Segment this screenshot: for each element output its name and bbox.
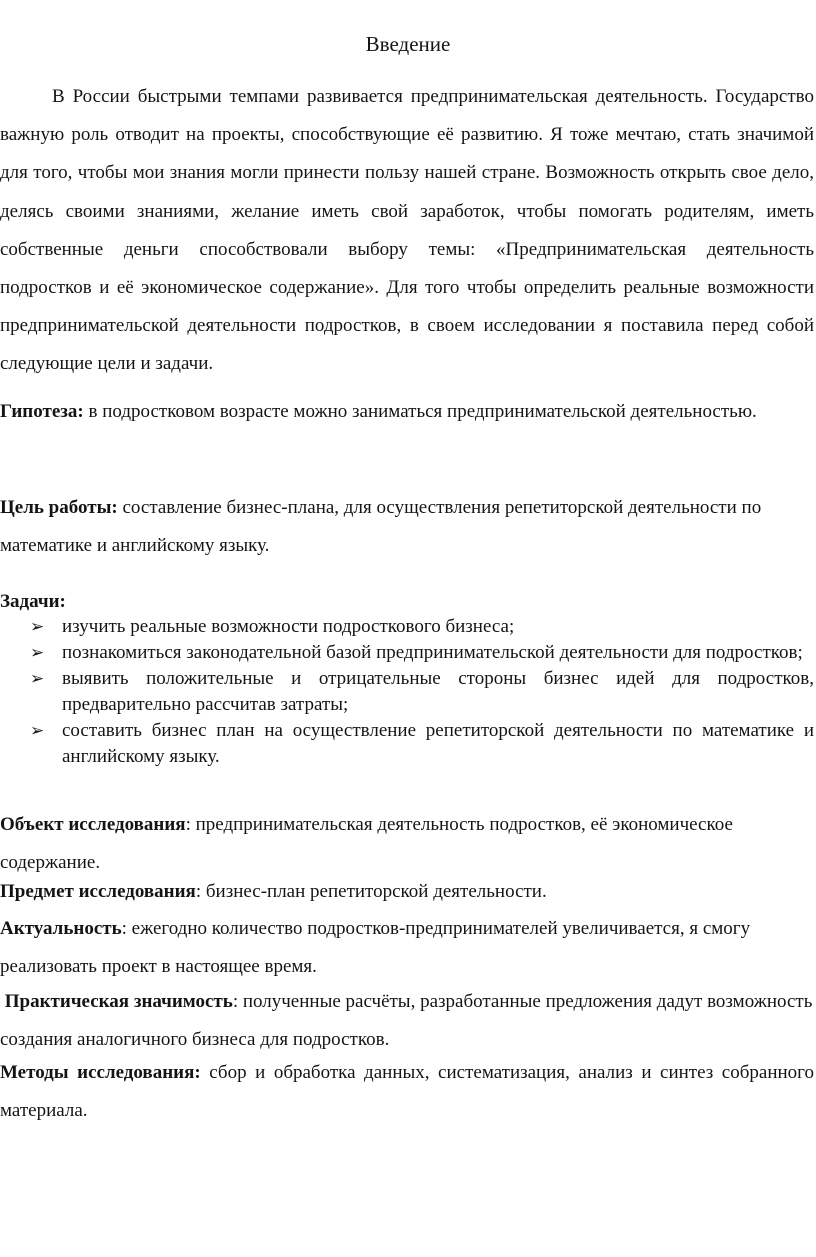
arrow-bullet-icon: ➢ [30,643,45,663]
methods-paragraph [0,1054,814,1130]
list-item [0,614,814,640]
subject-label: Предмет исследования [0,881,196,902]
arrow-bullet-icon: ➢ [30,617,45,637]
page-title: Введение [365,32,451,56]
methods-text: сбор и обработка данных, систематизация, анализ и синтез собранного материала. [0,1062,814,1121]
goal-paragraph [0,489,814,565]
task-text: изучить реальные возможности подросткового бизнеса; [62,616,515,637]
arrow-bullet-icon: ➢ [30,721,45,741]
list-item [0,640,814,666]
object-text: : предпринимательская деятельность подростков, её экономическое содержание. [0,814,733,873]
relevance-paragraph [0,910,814,986]
significance-paragraph [0,983,814,1059]
relevance-text: : ежегодно количество подростков-предпринимателей увеличивается, я смогу реализовать проект в настоящее время. [0,918,751,977]
arrow-bullet-icon: ➢ [30,669,45,689]
tasks-list [0,614,814,770]
relevance-label: Актуальность [0,918,122,939]
object-label: Объект исследования [0,814,186,835]
intro-paragraph: В России быстрыми темпами развивается предпринимательская деятельность. Государство важную роль отводит на проекты, способствующие её развитию. Я тоже мечтаю, стать значимой для того, чтобы мои знания могли принести пользу нашей стране. Возможность открыть свое дело, делясь своими знаниями, желание иметь свой заработок, чтобы помогать родителям, иметь собственные деньги способствовали выбору темы: «Предпринимательская деятельность подростков и её экономическое содержание». Для того чтобы определить реальные возможности предпринимательской деятельности подростков, в своем исследовании я поставила перед собой следующие цели и задачи. [0,86,814,375]
significance-label: Практическая значимость [4,991,233,1012]
methods-label: Методы исследования: [0,1062,201,1083]
task-text: познакомиться законодательной базой предпринимательской деятельности для подростков; [62,642,803,663]
goal-text: составление бизнес-плана, для осуществления репетиторской деятельности по математике и английскому языку. [0,497,762,556]
task-text: выявить положительные и отрицательные стороны бизнес идей для подростков, предварительно рассчитав затраты; [62,668,814,715]
list-item [0,666,814,718]
object-paragraph [0,806,814,882]
subject-text: : бизнес-план репетиторской деятельности. [195,881,547,902]
significance-text: : полученные расчёты, разработанные предложения дадут возможность создания аналогичного бизнеса для подростков. [0,991,813,1050]
subject-paragraph [0,873,814,911]
hypothesis-paragraph [0,393,814,431]
hypothesis-text: в подростковом возрасте можно заниматься предпринимательской деятельностью. [83,401,757,422]
tasks-heading: Задачи: [0,591,66,612]
task-text: составить бизнес план на осуществление репетиторской деятельности по математике и английскому языку. [62,720,814,767]
goal-label: Цель работы: [0,497,118,518]
list-item [0,718,814,770]
hypothesis-label: Гипотеза: [0,401,84,422]
